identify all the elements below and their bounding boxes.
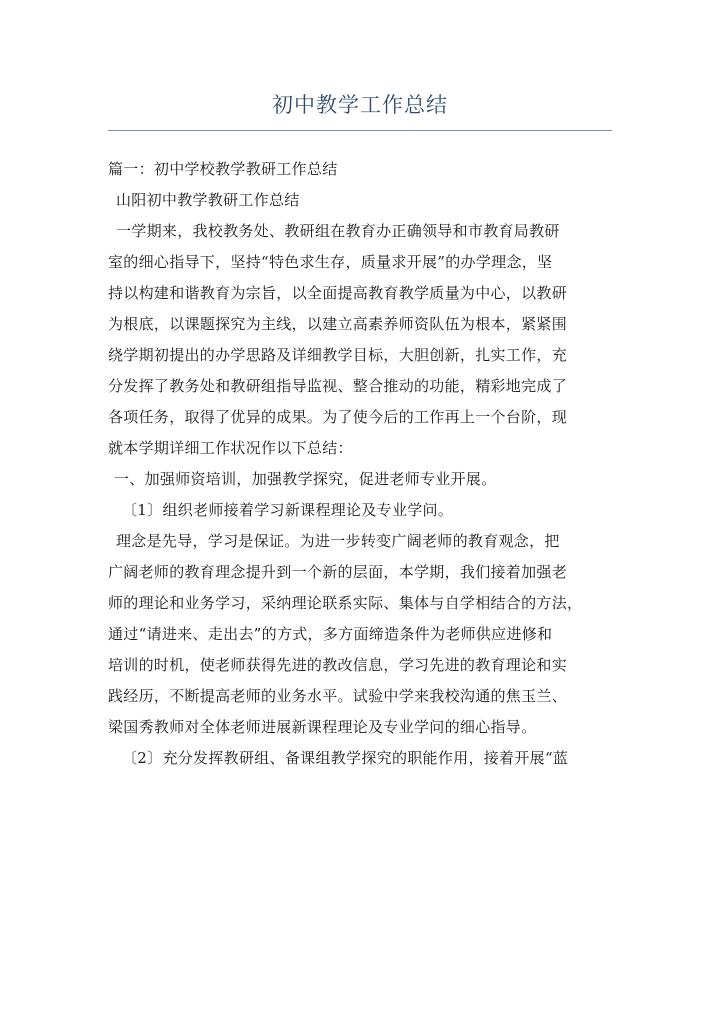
- document-title: 初中教学工作总结: [272, 93, 448, 117]
- subsection-item-heading: 〔1〕组织老师接着学习新课程理论及专业学问。: [122, 501, 454, 519]
- subsection-item-heading: 〔2〕充分发挥教研组、备课组教学探究的职能作用，接着开展“蓝: [122, 749, 569, 767]
- paragraph-line: 梁国秀教师对全体老师进展新课程理论及专业学问的细心指导。: [108, 718, 537, 736]
- paragraph-line: 各项任务，取得了优异的成果。为了使今后的工作再上一个台阶，现: [108, 408, 568, 426]
- title-divider: [108, 130, 612, 131]
- paragraph-line: 培训的时机，使老师获得先进的教改信息，学习先进的教育理论和实: [108, 656, 568, 674]
- section-heading: 篇一：初中学校教学教研工作总结: [108, 160, 338, 178]
- paragraph-line: 就本学期详细工作状况作以下总结：: [108, 439, 353, 457]
- paragraph-line: 践经历，不断提高老师的业务水平。试验中学来我校沟通的焦玉兰、: [108, 687, 568, 705]
- paragraph-line: 师的理论和业务学习，采纳理论联系实际、集体与自学相结合的方法，: [108, 594, 583, 612]
- paragraph-line: 持以构建和谐教育为宗旨，以全面提高教育教学质量为中心，以教研: [108, 284, 568, 302]
- section-item-heading: 一、加强师资培训，加强教学探究，促进老师专业开展。: [114, 470, 497, 488]
- paragraph-line: 为根底，以课题探究为主线，以建立高素养师资队伍为根本，紧紧围: [108, 315, 568, 333]
- document-body: [108, 154, 612, 774]
- paragraph-line: 分发挥了教务处和教研组指导监视、整合推动的功能，精彩地完成了: [108, 377, 568, 395]
- paragraph-line: 广阔老师的教育理念提升到一个新的层面，本学期，我们接着加强老: [108, 563, 568, 581]
- paragraph-line: 通过“请进来、走出去”的方式，多方面缔造条件为老师供应进修和: [108, 625, 553, 643]
- subheading: 山阳初中教学教研工作总结: [116, 191, 300, 209]
- paragraph-line: 绕学期初提出的办学思路及详细教学目标，大胆创新，扎实工作，充: [108, 346, 568, 364]
- paragraph-line: 室的细心指导下，坚持“特色求生存，质量求开展”的办学理念，坚: [108, 253, 553, 271]
- paragraph-line: 理念是先导，学习是保证。为进一步转变广阔老师的教育观念，把: [116, 532, 560, 550]
- paragraph-line: 一学期来，我校教务处、教研组在教育办正确领导和市教育局教研: [116, 222, 560, 240]
